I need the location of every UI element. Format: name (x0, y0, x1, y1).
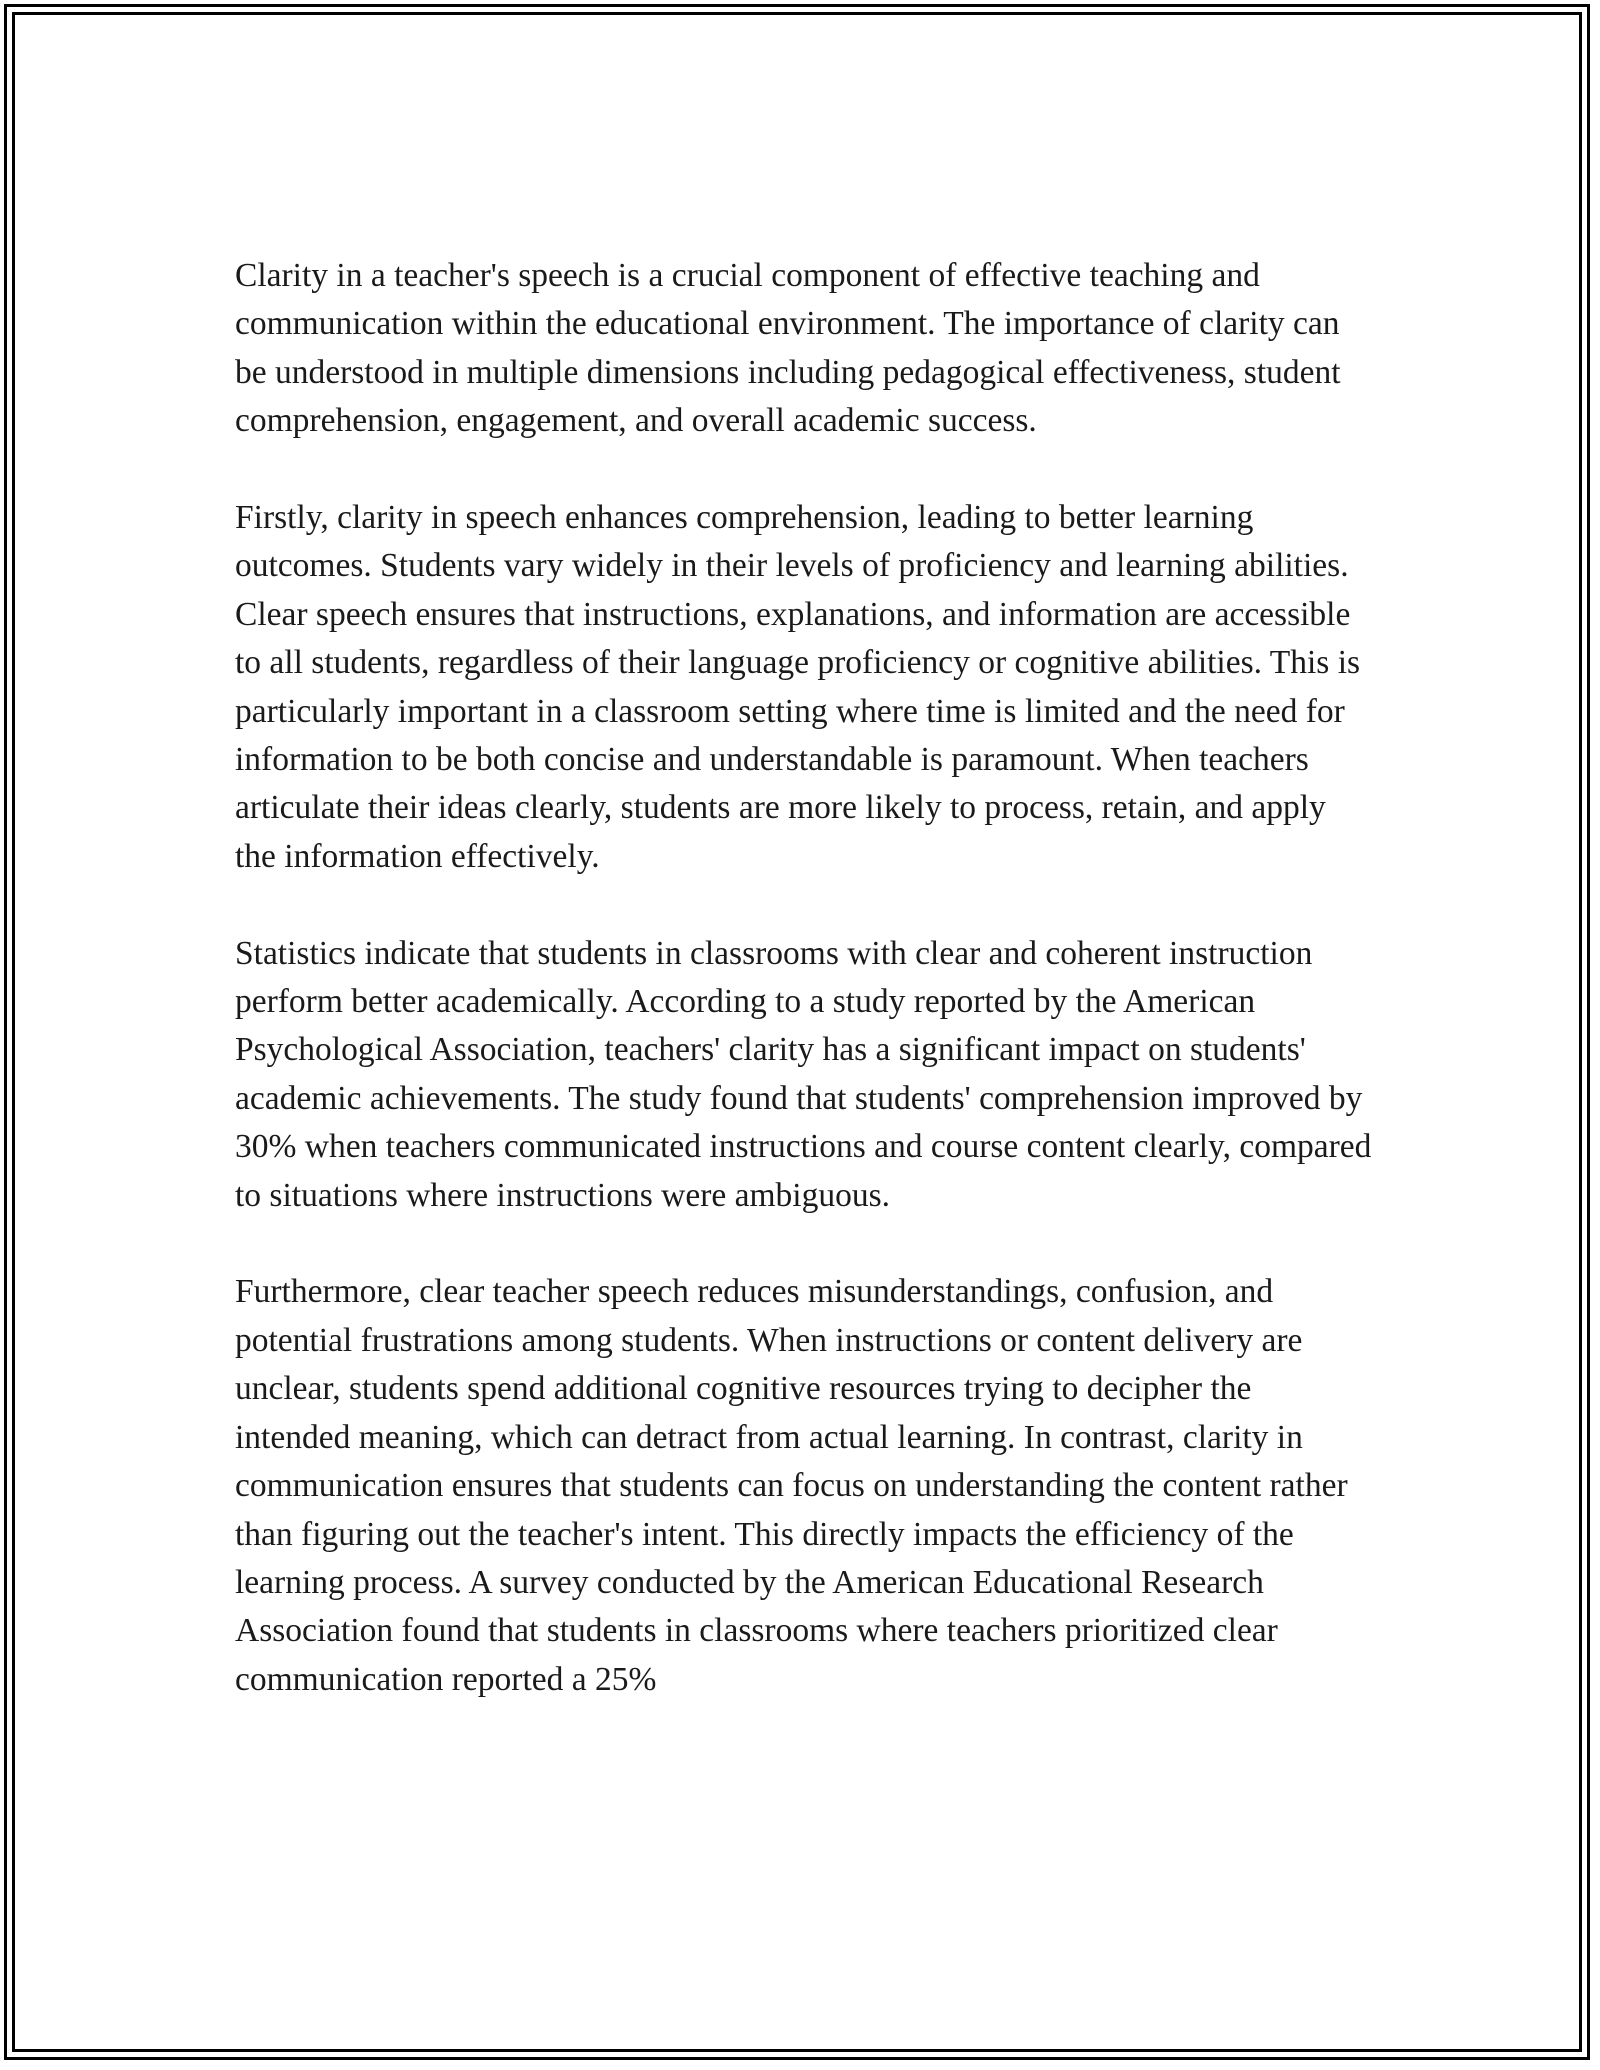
paragraph-1: Clarity in a teacher's speech is a crucial component of effective teaching and communication within the educational environment. The importance of clarity can be understood in multiple dimensions including pedagogical effectiveness, student comprehension, engagement, and overall academic success. (235, 257, 1341, 440)
document-body (235, 252, 1375, 1704)
paragraph-4: Furthermore, clear teacher speech reduces misunderstandings, confusion, and potential frustrations among students. When instructions or content delivery are unclear, students spend additional cognitive resources trying to decipher the intended meaning, which can detract from actual learning. In contrast, clarity in communication ensures that students can focus on understanding the content rather than figuring out the teacher's intent. This directly impacts the efficiency of the learning process. A survey conducted by the American Educational Research Association found that students in classrooms where teachers prioritized clear communication reported a 25% (235, 1273, 1348, 1698)
paragraph-3: Statistics indicate that students in classrooms with clear and coherent instruction perform better academically. According to a study reported by the American Psychological Association, teachers' clarity has a significant impact on students' academic achievements. The study found that students' comprehension improved by 30% when teachers communicated instructions and course content clearly, compared to situations where instructions were ambiguous. (235, 934, 1372, 1214)
paragraph-2: Firstly, clarity in speech enhances comprehension, leading to better learning outcomes. Students vary widely in their levels of proficiency and learning abilities. Clear speech ensures that instructions, explanations, and information are accessible to all students, regardless of their language proficiency or cognitive abilities. This is particularly important in a classroom setting where time is limited and the need for information to be both concise and understandable is paramount. When teachers articulate their ideas clearly, students are more likely to process, retain, and apply the information effectively. (235, 499, 1361, 875)
